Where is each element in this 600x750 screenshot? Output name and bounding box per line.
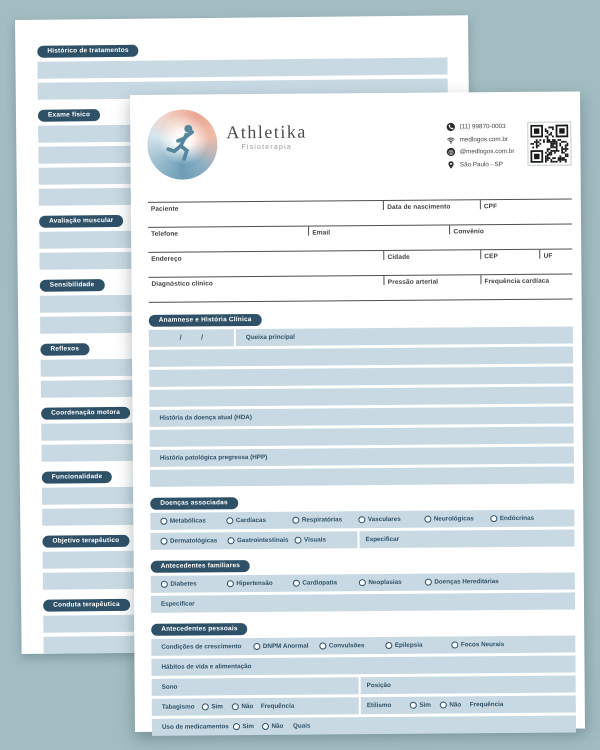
- radio-icon[interactable]: [227, 537, 234, 544]
- brand-name: Athletika: [226, 121, 307, 143]
- etilismo-sim-option[interactable]: [410, 702, 440, 709]
- clinic-header: [147, 105, 572, 190]
- field-email[interactable]: [308, 225, 449, 235]
- option-cardiacas[interactable]: [226, 517, 292, 525]
- runner-icon: [160, 120, 204, 166]
- field-row-1: [148, 199, 572, 212]
- doencas-associadas-section: [150, 489, 574, 550]
- tabagismo-sim-option[interactable]: [202, 703, 232, 710]
- option-label: Não: [241, 703, 254, 711]
- field-convenio[interactable]: [449, 225, 572, 235]
- option-hipertensao[interactable]: [227, 580, 293, 588]
- radio-icon[interactable]: [294, 537, 301, 544]
- field-telefone[interactable]: [148, 227, 308, 237]
- option-label: Hipertensão: [236, 579, 273, 588]
- whatsapp-icon: [447, 122, 456, 131]
- radio-icon[interactable]: [424, 516, 431, 523]
- date-field[interactable]: / /: [149, 329, 234, 347]
- writing-line[interactable]: [149, 347, 573, 367]
- option-label: Vasculares: [367, 515, 401, 524]
- option-label: DNPM Anormal: [262, 642, 309, 650]
- contact-text: São Paulo - SP: [459, 160, 503, 168]
- radio-icon[interactable]: [161, 581, 168, 588]
- option-doencas-hereditarias[interactable]: [425, 578, 575, 586]
- section-badge: Histórico de tratamentos: [37, 44, 139, 58]
- option-label: Convulsões: [328, 642, 365, 650]
- quais-label: Quais: [292, 722, 311, 730]
- writing-line[interactable]: [150, 427, 574, 447]
- contact-list: [447, 122, 515, 173]
- svg-text:@: @: [448, 149, 455, 156]
- radio-icon[interactable]: [425, 579, 432, 586]
- option-label: Sim: [242, 723, 255, 731]
- section-badge: Reflexos: [40, 343, 89, 356]
- option-label: Endócrinas: [499, 514, 535, 523]
- option-neoplasias[interactable]: [359, 579, 425, 587]
- section-badge: Anamnese e História Clínica: [149, 313, 262, 326]
- antecedentes-familiares-section: [151, 552, 575, 613]
- frequencia-label: Frequência: [469, 701, 504, 709]
- queixa-principal-field[interactable]: [236, 327, 573, 347]
- field-label: Posição: [366, 681, 391, 690]
- section-badge: Doenças associadas: [150, 497, 238, 510]
- field-paciente[interactable]: [148, 201, 383, 212]
- radio-icon[interactable]: [253, 643, 260, 650]
- field-label: História da doença atual (HDA): [159, 414, 252, 422]
- anamnese-section: [149, 306, 574, 487]
- radio-icon[interactable]: [358, 516, 365, 523]
- etilismo-nao-option[interactable]: [440, 701, 470, 708]
- doencas-especificar-field[interactable]: [359, 530, 574, 549]
- field-label: Diagnóstico clínico: [151, 279, 214, 288]
- section-badge: Antecedentes familiares: [151, 560, 250, 573]
- option-label: Não: [449, 701, 462, 709]
- option-epilepsia[interactable]: [385, 641, 451, 649]
- option-respiratorias[interactable]: [292, 516, 358, 524]
- field-label: Telefone: [151, 230, 179, 238]
- tabagismo-field: [152, 697, 359, 716]
- radio-icon[interactable]: [490, 515, 497, 522]
- field-cidade[interactable]: [384, 250, 481, 260]
- field-label: Cidade: [387, 253, 410, 261]
- option-label: Sim: [419, 701, 431, 709]
- field-row-4: [148, 274, 572, 287]
- option-vasculares[interactable]: [358, 516, 424, 524]
- option-label: Cardíacas: [235, 516, 266, 525]
- medicamentos-nao-option[interactable]: [262, 723, 293, 730]
- field-label: CPF: [483, 202, 498, 210]
- frequencia-label: Frequência: [260, 702, 295, 710]
- field-label: Sono: [161, 683, 178, 691]
- instagram-icon: [447, 147, 456, 156]
- field-label: História patológica pregressa (HPP): [159, 453, 268, 462]
- field-label: Endereço: [151, 255, 182, 263]
- option-label: Epilepsia: [394, 641, 423, 649]
- field-row-3: [148, 249, 572, 262]
- option-dnpm-anormal[interactable]: [253, 643, 319, 651]
- radio-icon[interactable]: [233, 723, 240, 730]
- radio-icon[interactable]: [160, 538, 167, 545]
- option-metabolicas[interactable]: [160, 517, 226, 525]
- field-pressao-arterial[interactable]: [384, 275, 481, 285]
- website-icon: [447, 135, 456, 144]
- option-neurologicas[interactable]: [424, 515, 490, 523]
- contact-text: (11) 99870-0003: [459, 123, 506, 131]
- field-label: Email: [312, 228, 331, 237]
- radio-icon[interactable]: [385, 642, 392, 649]
- radio-icon[interactable]: [262, 723, 269, 730]
- field-label: Hábitos de vida e alimentação: [161, 663, 252, 671]
- radio-icon[interactable]: [160, 518, 167, 525]
- medicamentos-sim-option[interactable]: [233, 723, 262, 730]
- field-cpf[interactable]: [480, 200, 572, 210]
- section-badge: Objetivo terapêutico: [42, 534, 129, 547]
- radio-icon[interactable]: [226, 517, 233, 524]
- option-endocrinas[interactable]: [490, 515, 574, 523]
- contact-website: [447, 134, 515, 144]
- option-cardiopatia[interactable]: [293, 579, 359, 587]
- medicamentos-row: [152, 716, 576, 736]
- field-cep[interactable]: [480, 250, 539, 259]
- field-label: Pressão arterial: [387, 278, 439, 286]
- option-label: Neurológicas: [433, 515, 474, 523]
- field-row-2: [148, 224, 572, 237]
- option-label: Cardiopatia: [302, 579, 338, 587]
- tabagismo-etilismo-row: [152, 696, 576, 716]
- tabagismo-nao-option[interactable]: [232, 703, 261, 710]
- field-label: CEP: [484, 252, 498, 260]
- radio-icon[interactable]: [227, 580, 234, 587]
- field-endereco[interactable]: [148, 251, 383, 262]
- radio-icon[interactable]: [293, 580, 300, 587]
- clinic-logo: [147, 109, 218, 180]
- option-dermatologicas[interactable]: [160, 537, 227, 545]
- field-label: Tabagismo: [161, 703, 195, 711]
- field-label: Frequência cardíaca: [484, 277, 550, 285]
- doencas-options-row-2: [150, 530, 574, 550]
- hpp-field[interactable]: [150, 447, 574, 467]
- field-label: Convênio: [453, 227, 484, 235]
- contact-instagram: [447, 147, 515, 157]
- section-badge: Antecedentes pessoais: [151, 623, 248, 636]
- bp-section-historico-tratamentos: [37, 35, 448, 99]
- field-frequencia-cardiaca[interactable]: [480, 275, 572, 285]
- contact-phone: [447, 122, 515, 132]
- location-icon: [447, 160, 456, 169]
- doencas-row2-options: [150, 531, 357, 550]
- posicao-field[interactable]: [361, 676, 576, 695]
- option-label: Gastrointestinais: [236, 536, 289, 545]
- writing-line[interactable]: [37, 57, 447, 78]
- option-convulsoes[interactable]: [319, 642, 385, 650]
- option-label: Não: [271, 722, 284, 730]
- hda-field[interactable]: [149, 407, 573, 427]
- field-uf[interactable]: [540, 250, 573, 259]
- option-label: Sim: [211, 703, 223, 711]
- field-label: Condições de crescimento: [161, 643, 242, 651]
- etilismo-field: [361, 696, 576, 715]
- familiares-especificar-field[interactable]: [151, 593, 575, 613]
- section-badge: Sensibilidade: [40, 279, 105, 292]
- option-visuais[interactable]: [294, 536, 357, 543]
- brand-block: [226, 123, 307, 152]
- qr-code: [527, 122, 571, 166]
- familiares-options-row: [151, 573, 575, 593]
- section-badge: Avaliação muscular: [39, 214, 124, 227]
- contact-text: medlogos.com.br: [459, 135, 508, 143]
- antecedentes-pessoais-section: [151, 615, 576, 736]
- contact-text: @medlogos.com.br: [459, 147, 515, 156]
- section-badge: Conduta terapêutica: [43, 598, 130, 611]
- field-label: Especificar: [160, 600, 195, 608]
- option-label: Diabetes: [170, 580, 197, 588]
- sono-posicao-row: [152, 676, 576, 696]
- field-label: Uso de medicamentos: [161, 723, 229, 731]
- option-label: Respiratórias: [301, 516, 343, 524]
- field-label: Paciente: [150, 205, 179, 213]
- field-label: Especificar: [365, 535, 400, 544]
- field-label: Etilismo: [366, 701, 392, 710]
- field-label: Queixa principal: [245, 333, 295, 342]
- doencas-options-row-1: [150, 510, 574, 530]
- option-label: Metabólicas: [169, 517, 206, 525]
- patient-fields: [148, 199, 573, 303]
- radio-icon[interactable]: [202, 703, 209, 710]
- field-diagnostico[interactable]: [148, 276, 383, 287]
- writing-line[interactable]: [149, 387, 573, 407]
- radio-icon[interactable]: [410, 702, 417, 709]
- option-label: Doenças Hereditárias: [434, 578, 499, 586]
- option-gastrointestinais[interactable]: [227, 537, 294, 545]
- radio-icon[interactable]: [292, 517, 299, 524]
- radio-icon[interactable]: [451, 641, 458, 648]
- habitos-field[interactable]: [151, 656, 575, 676]
- radio-icon[interactable]: [359, 579, 366, 586]
- option-focos-neurais[interactable]: [451, 641, 575, 649]
- radio-icon[interactable]: [440, 702, 447, 709]
- option-label: Focos Neurais: [460, 641, 505, 649]
- front-page: [130, 91, 585, 732]
- section-badge: Funcionalidade: [42, 471, 113, 484]
- section-divider: [149, 299, 573, 303]
- field-data-nascimento[interactable]: [383, 200, 480, 210]
- queixa-row: [149, 327, 573, 347]
- option-label: Neoplasias: [368, 578, 402, 587]
- field-label: Data de nascimento: [387, 202, 451, 211]
- crescimento-row: [151, 636, 575, 656]
- brand-subtitle: Fisioterapia: [241, 143, 292, 152]
- option-label: Visuais: [303, 536, 326, 544]
- contact-location: [447, 159, 515, 169]
- option-label: Dermatológicas: [169, 537, 218, 545]
- option-diabetes[interactable]: [161, 580, 227, 588]
- radio-icon[interactable]: [232, 703, 239, 710]
- section-badge: Exame físico: [38, 109, 100, 122]
- writing-line[interactable]: [149, 367, 573, 387]
- section-badge: Coordenação motora: [41, 406, 130, 419]
- radio-icon[interactable]: [319, 642, 326, 649]
- writing-line[interactable]: [150, 467, 574, 487]
- field-label: UF: [543, 252, 553, 260]
- sono-field[interactable]: [152, 677, 359, 696]
